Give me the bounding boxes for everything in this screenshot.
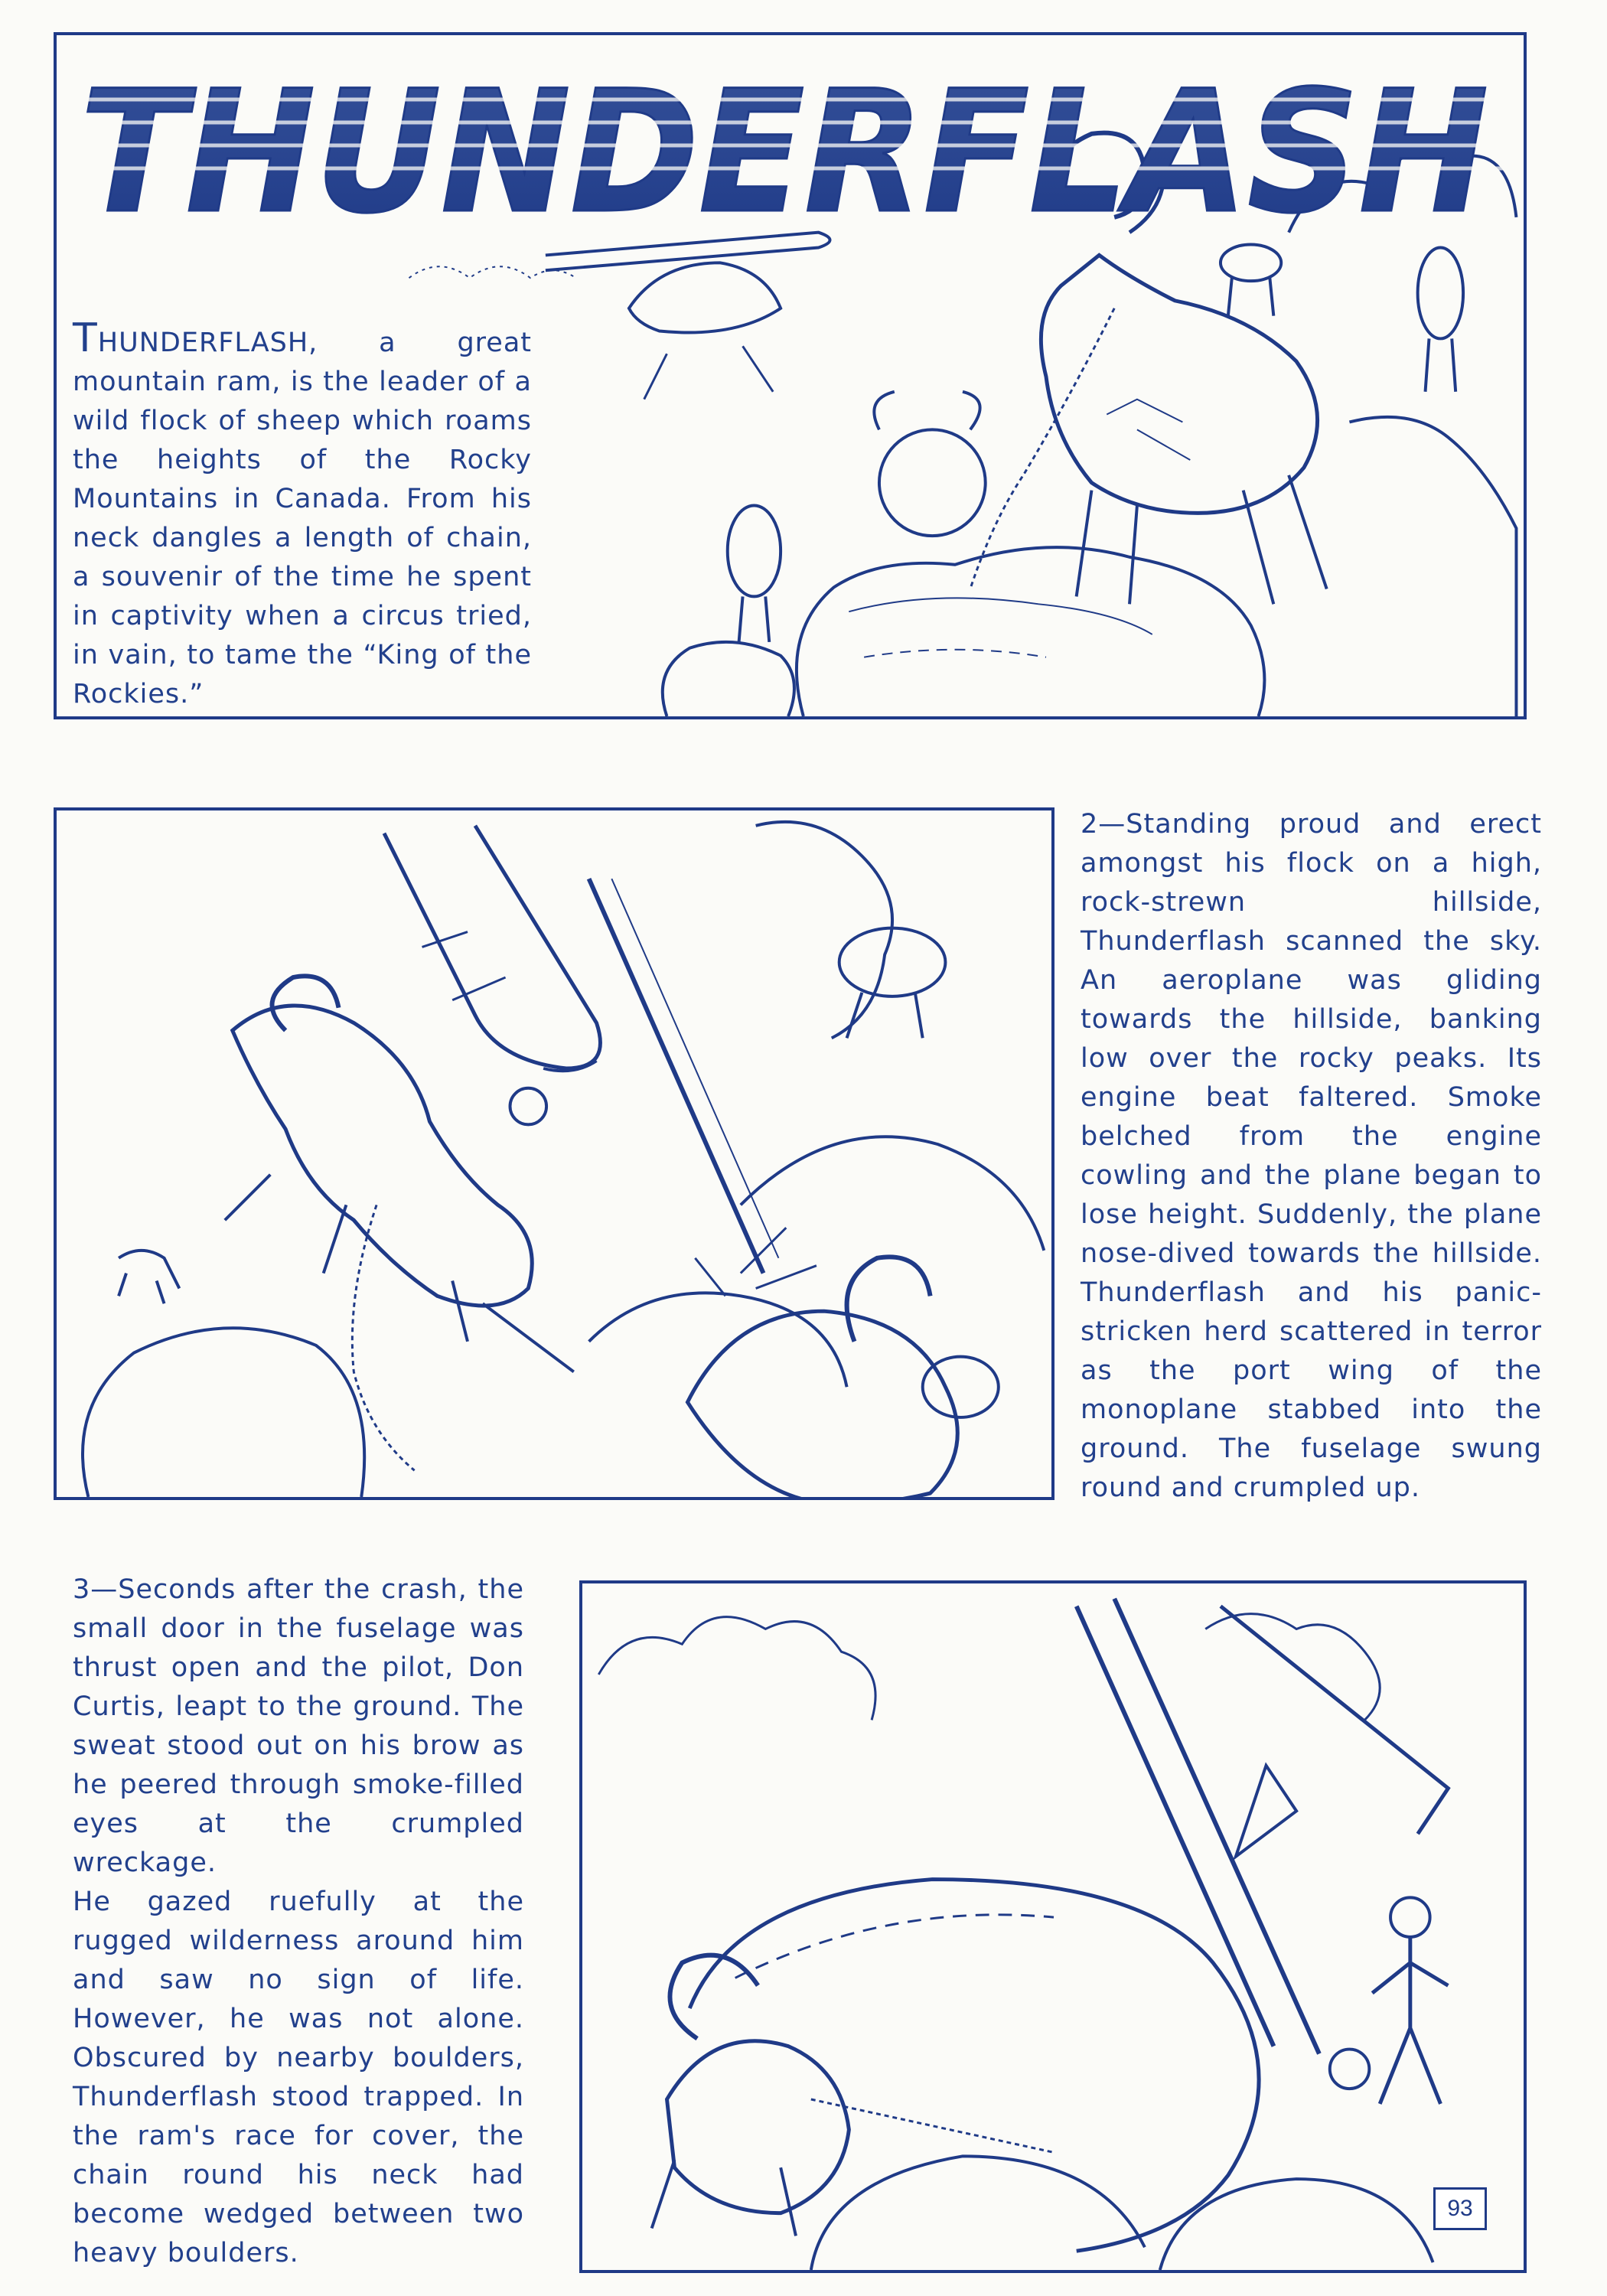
panel-2-text: 2—Standing proud and erect amongst his flock on a high, rock-strewn hillside, Thunderflash scanned the sky. An aeroplane was gliding towards the hillside, banking low over the rocky peaks. Its engine beat faltered. Smoke belched from the engine cowling and the plane began to lose height. Suddenly, the plane nose-dived towards the hillside. Thunderflash and his panic-stricken herd scattered in terror as the port wing of the monoplane stabbed into the ground. The fuselage swung round and crumpled up. [1081,809,1542,1503]
panel-3-text-a: 3—Seconds after the crash, the small door in the fuselage was thrust open and the pilot, Don Curtis, leapt to the ground. The sweat stood out on his brow as he peered through smoke-filled eyes at the crumpled wreckage. [73,1574,524,1878]
intro-dropcap: T [73,315,98,361]
page-number: 93 [1433,2187,1487,2230]
panel-2 [54,807,1054,1500]
panel-3-text-b: He gazed ruefully at the rugged wilderness around him and saw no sign of life. However, he was not alone. Obscured by nearby boulders, Thunderflash stood trapped. In the ram's race for cover, the chain round his neck had become wedged between two heavy boulders. [73,1887,524,2268]
intro-body: HUNDERFLASH, a great mountain ram, is the leader of a wild flock of sheep which roams the heights of the Rocky Mountains in Canada. From his neck dangles a length of chain, a souvenir of the time he spent in captivity when a circus tried, in vain, to tame the “King of the Rockies.” [73,328,532,709]
intro-text [73,315,532,714]
panel-3-illustration [582,1583,1524,2270]
panel-2-illustration [57,810,1051,1497]
title-text: THUNDERFLASH [80,54,1488,245]
panel-3-text [73,1570,524,2273]
panel-3 [579,1580,1527,2273]
title-logo [73,46,1504,245]
